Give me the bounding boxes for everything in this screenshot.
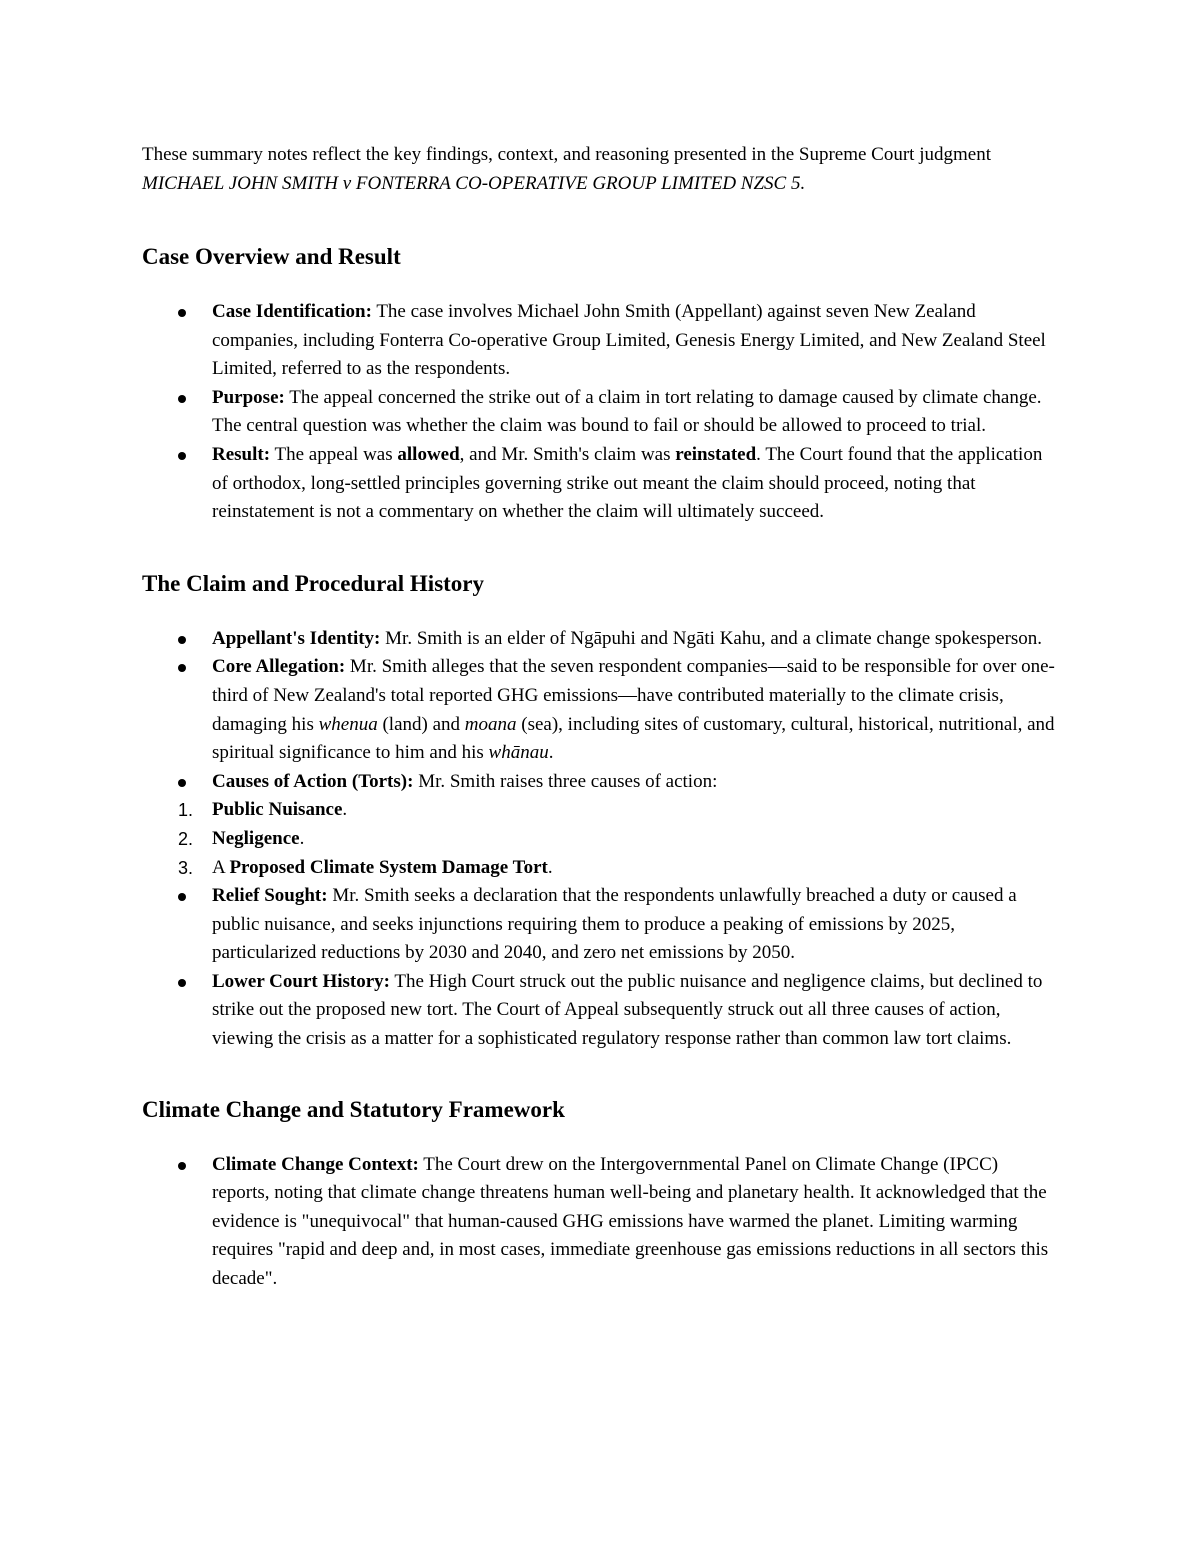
item-text: . The Court found that the application of orthodox, long-settled principles governing strike out meant the claim should proceed, noting that reinstatement is not a commentary on whether the claim will ultimately succeed. — [212, 443, 1043, 523]
sublist-number: 3. — [178, 857, 194, 878]
item-label: Relief Sought: — [212, 885, 328, 907]
item-text: The appeal was — [270, 443, 398, 465]
bullet-icon — [178, 452, 186, 460]
item-text: The appeal concerned the strike out of a claim in tort relating to damage caused by climate change. The central question was whether the claim was bound to fail or should be allowed to proceed to trial. — [212, 386, 1042, 437]
climate-list — [142, 1151, 1058, 1294]
sublist-suffix: . — [547, 856, 553, 878]
document-page — [142, 140, 1058, 1294]
item-text: The Court drew on the Intergovernmental Panel on Climate Change (IPCC) reports, noting that climate change threatens human well-being and planetary health. It acknowledged that the evidence is "unequivocal" that human-caused GHG emissions have warmed the planet. Limiting warming requires "rapid and deep and, in most cases, immediate greenhouse gas emissions reductions in all sectors this decade". — [212, 1153, 1049, 1290]
section-heading-climate: Climate Change and Statutory Framework — [142, 1096, 565, 1122]
list-item — [142, 968, 1058, 1054]
item-text: Mr. Smith alleges that the seven respondent companies—said to be responsible for over one-third of New Zealand's total reported GHG emissions—have contributed materially to the climate crisis, damaging his — [212, 656, 1055, 735]
bullet-icon — [178, 779, 186, 787]
list-item — [142, 441, 1058, 527]
item-label: Case Identification: — [212, 301, 372, 322]
section-heading-claim: The Claim and Procedural History — [142, 570, 485, 596]
item-label: Result: — [212, 443, 271, 465]
item-text: (land) and — [377, 713, 465, 735]
list-item — [142, 653, 1058, 767]
sublist-item — [142, 854, 1058, 883]
list-item — [142, 768, 1058, 882]
list-item — [142, 625, 1058, 654]
intro-text: These summary notes reflect the key findings, context, and reasoning presented in the Supreme Court judgment — [142, 144, 991, 165]
item-label: Climate Change Context: — [212, 1153, 419, 1175]
list-item — [142, 882, 1058, 968]
item-label: Lower Court History: — [212, 970, 391, 992]
claim-list — [142, 625, 1058, 1054]
bullet-icon — [178, 395, 186, 403]
sublist-item — [142, 796, 1058, 825]
item-text: Mr. Smith is an elder of Ngāpuhi and Ngāti Kahu, and a climate change spokesperson. — [380, 627, 1043, 649]
section-heading-overview: Case Overview and Result — [142, 244, 401, 269]
causes-sublist — [142, 796, 1058, 882]
sublist-number: 2. — [178, 828, 194, 849]
overview-list — [142, 298, 1058, 527]
list-item — [142, 1151, 1058, 1294]
case-title: MICHAEL JOHN SMITH v FONTERRA CO-OPERATIVE GROUP LIMITED NZSC 5. — [142, 173, 806, 194]
sublist-text: Negligence — [212, 827, 300, 849]
bullet-icon — [178, 893, 186, 901]
list-item — [142, 384, 1058, 441]
bullet-icon — [178, 309, 186, 317]
item-italic: whānau — [488, 742, 549, 764]
bullet-icon — [178, 1162, 186, 1170]
intro-paragraph — [142, 140, 1058, 198]
item-text: Mr. Smith seeks a declaration that the respondents unlawfully breached a duty or caused a public nuisance, and seeks injunctions requiring them to produce a peaking of emissions by 2025, particularized reductions by 2030 and 2040, and zero net emissions by 2050. — [212, 885, 1017, 964]
sublist-text: Public Nuisance — [212, 799, 343, 821]
list-item — [142, 298, 1058, 384]
item-text: . — [548, 742, 554, 764]
item-text: (sea), including sites of customary, cultural, historical, nutritional, and spiritual significance to him and his — [212, 713, 1055, 764]
item-label: Purpose: — [212, 386, 285, 408]
item-italic: whenua — [318, 713, 378, 735]
sublist-number: 1. — [178, 800, 194, 821]
item-text: The High Court struck out the public nuisance and negligence claims, but declined to strike out the proposed new tort. The Court of Appeal subsequently struck out all three causes of action, viewing the crisis as a matter for a sophisticated regulatory response rather than common law tort claims. — [212, 970, 1043, 1050]
item-label: Core Allegation: — [212, 656, 346, 678]
sublist-item — [142, 825, 1058, 854]
sublist-suffix: . — [342, 799, 348, 821]
item-text: Mr. Smith raises three causes of action: — [413, 770, 718, 792]
item-italic: moana — [464, 713, 517, 735]
bullet-icon — [178, 979, 186, 987]
bullet-icon — [178, 636, 186, 644]
item-label: Causes of Action (Torts): — [212, 770, 414, 792]
item-text: , and Mr. Smith's claim was — [459, 443, 676, 465]
sublist-prefix: A — [212, 856, 230, 878]
item-emphasis: reinstated — [675, 443, 757, 465]
item-emphasis: allowed — [397, 443, 460, 465]
bullet-icon — [178, 664, 186, 672]
item-text: The case involves Michael John Smith (Appellant) against seven New Zealand companies, including Fonterra Co-operative Group Limited, Genesis Energy Limited, and New Zealand Steel Limited, referred to as the respondents. — [212, 301, 1046, 380]
sublist-suffix: . — [299, 827, 305, 849]
sublist-text: Proposed Climate System Damage Tort — [229, 856, 548, 878]
item-label: Appellant's Identity: — [212, 627, 381, 649]
